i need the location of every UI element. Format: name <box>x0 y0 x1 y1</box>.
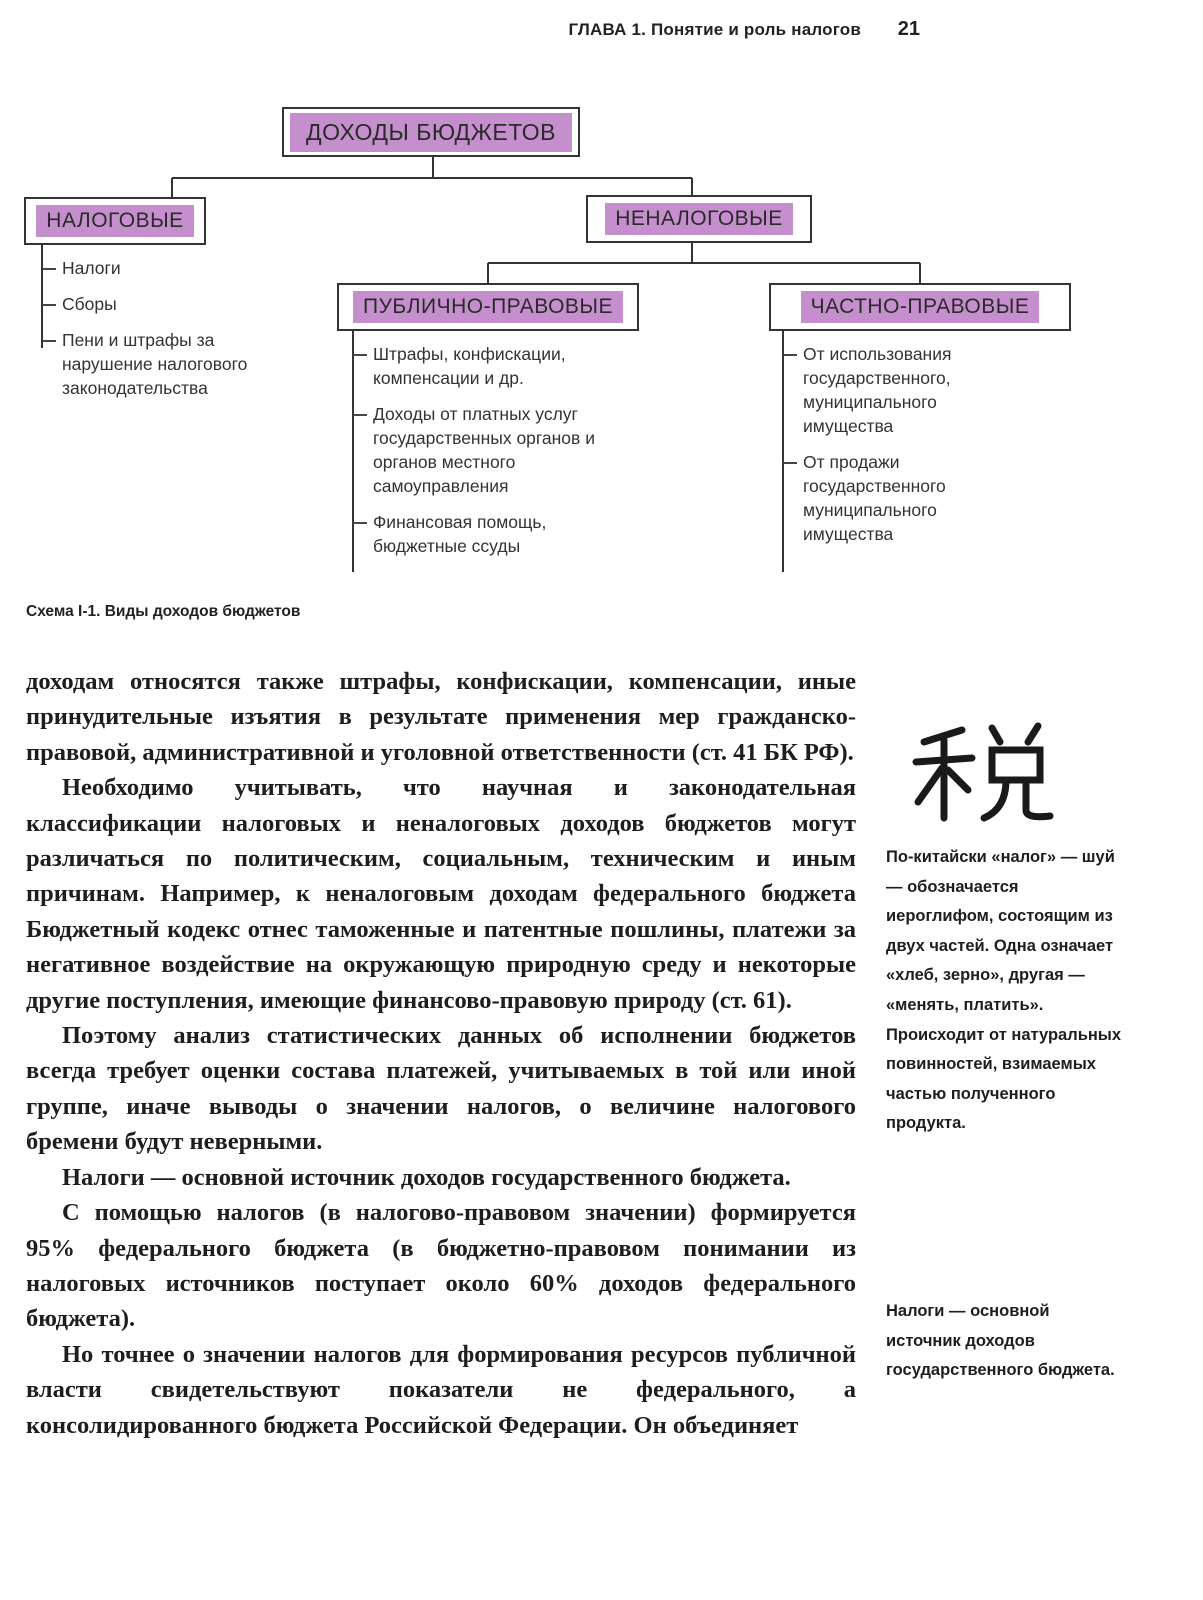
list-item: От продажи государственного муниципального имущества <box>783 450 1003 546</box>
page-number: 21 <box>897 18 920 40</box>
list-item: Налоги <box>42 256 252 280</box>
chinese-tax-character-icon <box>910 720 1060 825</box>
private-law-label: ЧАСТНО-ПРАВОВЫЕ <box>801 291 1040 323</box>
list-item: От использования государственного, муниципального имущества <box>783 342 1003 438</box>
paragraph: Но точнее о значении налогов для формирования ресурсов публичной власти свидетельствуют показатели не федерального, а консолидированного бюджета Российской Федерации. Он объединяет <box>26 1340 856 1439</box>
main-text-column <box>26 664 856 1443</box>
private-law-items-list <box>783 342 1003 558</box>
paragraph: доходам относятся также штрафы, конфискации, компенсации, иные принудительные изъятия в результате применения мер гражданско-правовой, административной и уголовной ответственности (ст. 41 БК РФ). <box>26 668 856 766</box>
tax-revenues-box <box>24 197 206 245</box>
paragraph: Необходимо учитывать, что научная и законодательная классификации налоговых и неналоговых доходов бюджетов могут различаться по политическим, социальным, техническим и иным причинам. Например, к неналоговым доходам федерального бюджета Бюджетный кодекс отнес таможенные и патентные пошлины, платежи за негативное воздействие на окружающую природную среду и некоторые другие поступления, имеющие финансово-правовую природу (ст. 61). <box>26 774 856 1014</box>
scheme-caption: Схема I-1. Виды доходов бюджетов <box>26 603 301 620</box>
public-law-box <box>337 283 639 331</box>
tax-items-list <box>42 256 252 412</box>
paragraph: Поэтому анализ статистических данных об исполнении бюджетов всегда требует оценки состава платежей, учитываемых в той или иной группе, иначе выводы о значении налогов, о величине налогового бремени будут неверными. <box>26 1022 856 1156</box>
root-box-budget-revenues <box>282 107 580 157</box>
list-item: Пени и штрафы за нарушение налогового законодательства <box>42 328 252 400</box>
nontax-revenues-label: НЕНАЛОГОВЫЕ <box>605 203 793 235</box>
budget-revenue-scheme <box>0 0 1203 600</box>
list-item: Сборы <box>42 292 252 316</box>
paragraph: Налоги — основной источник доходов государственного бюджета. <box>62 1163 791 1191</box>
public-law-label: ПУБЛИЧНО-ПРАВОВЫЕ <box>353 291 623 323</box>
margin-note-hieroglyph: По-китайски «налог» — шуй — обозначается иероглифом, состоящим из двух частей. Одна означает «хлеб, зерно», другая — «менять, платить». Происходит от натуральных повинностей, взимаемых частью полученного продукта. <box>886 848 1122 1133</box>
margin-note-taxes: Налоги — основной источник доходов государственного бюджета. <box>886 1302 1115 1380</box>
tax-revenues-label: НАЛОГОВЫЕ <box>36 205 193 237</box>
list-item: Доходы от платных услуг государственных органов и органов местного самоуправления <box>353 402 643 498</box>
public-law-items-list <box>353 342 643 570</box>
list-item: Штрафы, конфискации, компенсации и др. <box>353 342 643 390</box>
paragraph: С помощью налогов (в налогово-правовом значении) формируется 95% федерального бюджета (в бюджетно-правовом понимании из налоговых источников поступает около 60% доходов федерального бюджета). <box>26 1199 856 1333</box>
list-item: Финансовая помощь, бюджетные ссуды <box>353 510 643 558</box>
chapter-title: ГЛАВА 1. Понятие и роль налогов <box>568 20 862 39</box>
nontax-revenues-box <box>586 195 812 243</box>
root-label: ДОХОДЫ БЮДЖЕТОВ <box>290 113 572 152</box>
private-law-box <box>769 283 1071 331</box>
